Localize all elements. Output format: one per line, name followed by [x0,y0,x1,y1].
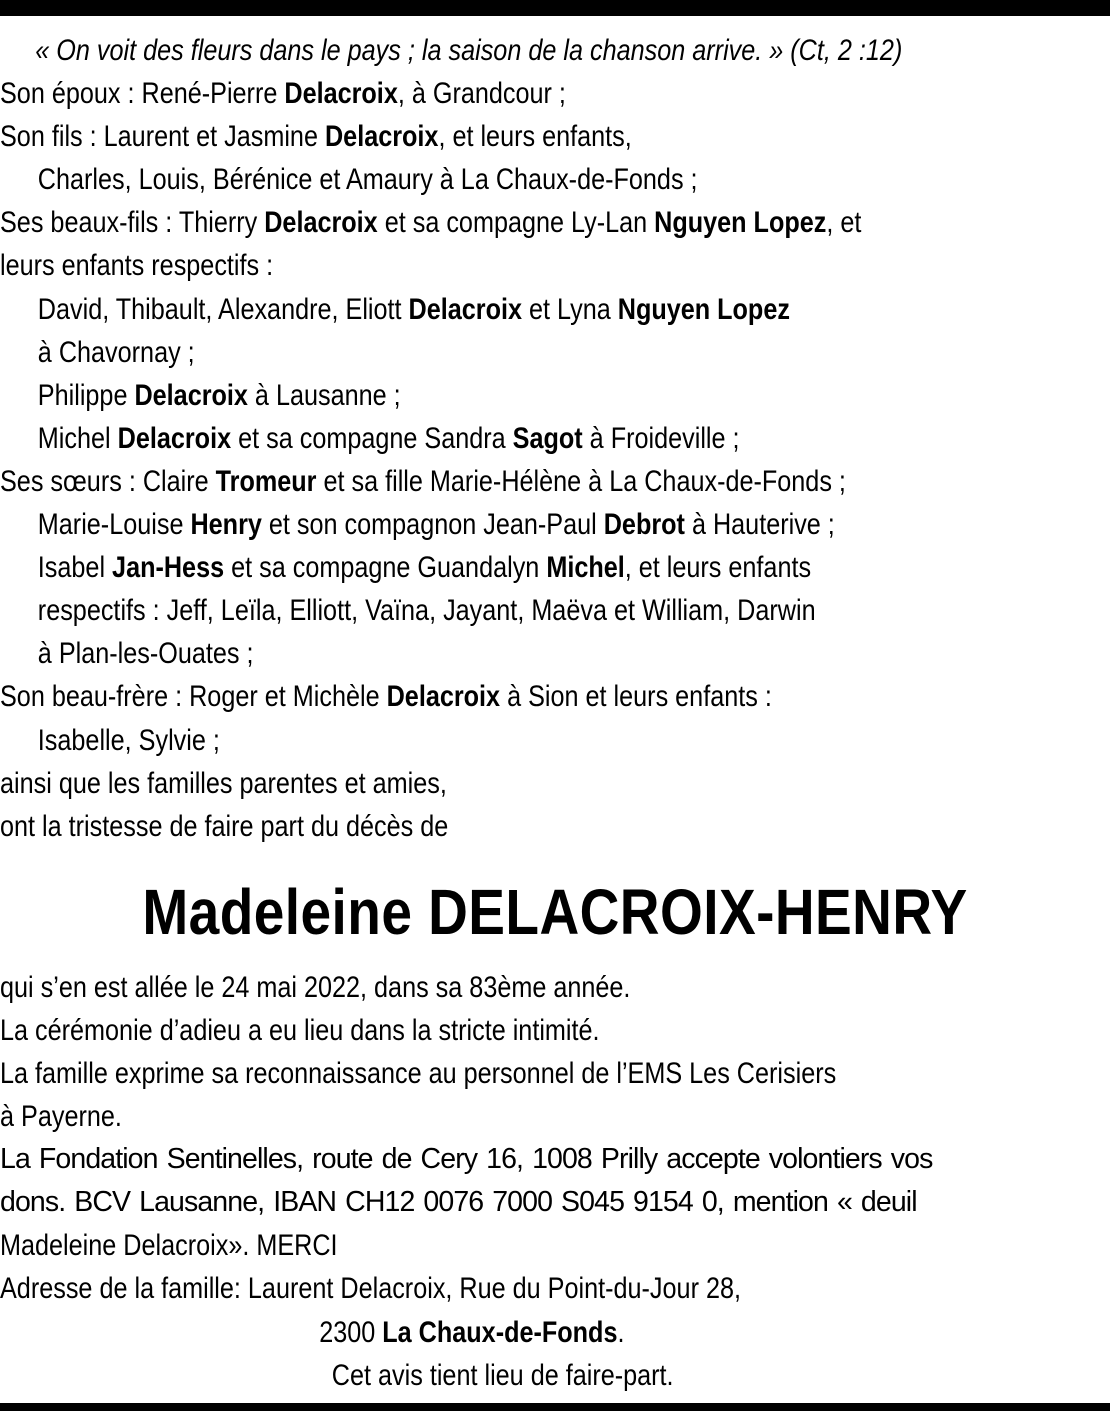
donation-line-2: dons. BCV Lausanne, IBAN CH12 0076 7000 S045 9154 0, mention « deuil [0,1186,917,1219]
thanks-location-line: à Payerne. [0,1100,122,1134]
announcement-line: ont la tristesse de faire part du décès de [0,809,449,843]
thanks-line: La famille exprime sa reconnaissance au personnel de l’EMS Les Cerisiers [0,1056,837,1090]
families-line: ainsi que les familles parentes et amies, [0,766,447,800]
stepsons-line: Ses beaux-fils : Thierry Delacroix et sa compagne Ly-Lan Nguyen Lopez, et [0,206,862,240]
stepsons-children-line: David, Thibault, Alexandre, Eliott Delacroix et Lyna Nguyen Lopez [37,292,790,326]
sister-isabel-children-line: respectifs : Jeff, Leïla, Elliott, Vaïna, Jayant, Maëva et William, Darwin [37,594,816,628]
deceased-name: Madeleine DELACROIX-HENRY [142,875,968,948]
family-address-city-line: 2300 La Chaux-de-Fonds. [319,1315,625,1349]
brother-in-law-line: Son beau-frère : Roger et Michèle Delacroix à Sion et leurs enfants : [0,680,772,714]
bible-quote: « On voit des fleurs dans le pays ; la saison de la chanson arrive. » (Ct, 2 :12) [35,34,903,67]
son-line: Son fils : Laurent et Jasmine Delacroix, et leurs enfants, [0,120,632,154]
top-border-rule [0,0,1110,16]
son-children-line: Charles, Louis, Bérénice et Amaury à La Chaux-de-Fonds ; [37,163,698,197]
ceremony-line: La cérémonie d’adieu a eu lieu dans la stricte intimité. [0,1013,600,1047]
family-address-line: Adresse de la famille: Laurent Delacroix, Rue du Point-du-Jour 28, [0,1272,741,1306]
stepson-philippe-line: Philippe Delacroix à Lausanne ; [37,378,401,412]
stepsons-location-line: à Chavornay ; [37,335,195,369]
donation-line-1: La Fondation Sentinelles, route de Cery 16, 1008 Prilly accepte volontiers vos [0,1143,933,1176]
sister-marie-louise-line: Marie-Louise Henry et son compagnon Jean-Paul Debrot à Hauterive ; [37,508,835,542]
stepson-michel-line: Michel Delacroix et sa compagne Sandra Sagot à Froideville ; [37,421,740,455]
spacer [0,848,1110,858]
donation-line-3: Madeleine Delacroix». MERCI [0,1229,338,1263]
spouse-line: Son époux : René-Pierre Delacroix, à Grandcour ; [0,77,566,111]
bottom-border-rule [0,1403,1110,1411]
sisters-line: Ses sœurs : Claire Tromeur et sa fille Marie-Hélène à La Chaux-de-Fonds ; [0,464,846,498]
sister-isabel-line: Isabel Jan-Hess et sa compagne Guandalyn Michel, et leurs enfants [37,551,812,585]
sister-isabel-location-line: à Plan-les-Ouates ; [37,637,254,671]
obituary-notice [0,29,1110,1397]
brother-in-law-children-line: Isabelle, Sylvie ; [37,723,220,757]
stepsons-continuation-line: leurs enfants respectifs : [0,249,274,283]
notice-note: Cet avis tient lieu de faire-part. [331,1358,674,1392]
death-date-line: qui s’en est allée le 24 mai 2022, dans sa 83ème année. [0,970,631,1004]
